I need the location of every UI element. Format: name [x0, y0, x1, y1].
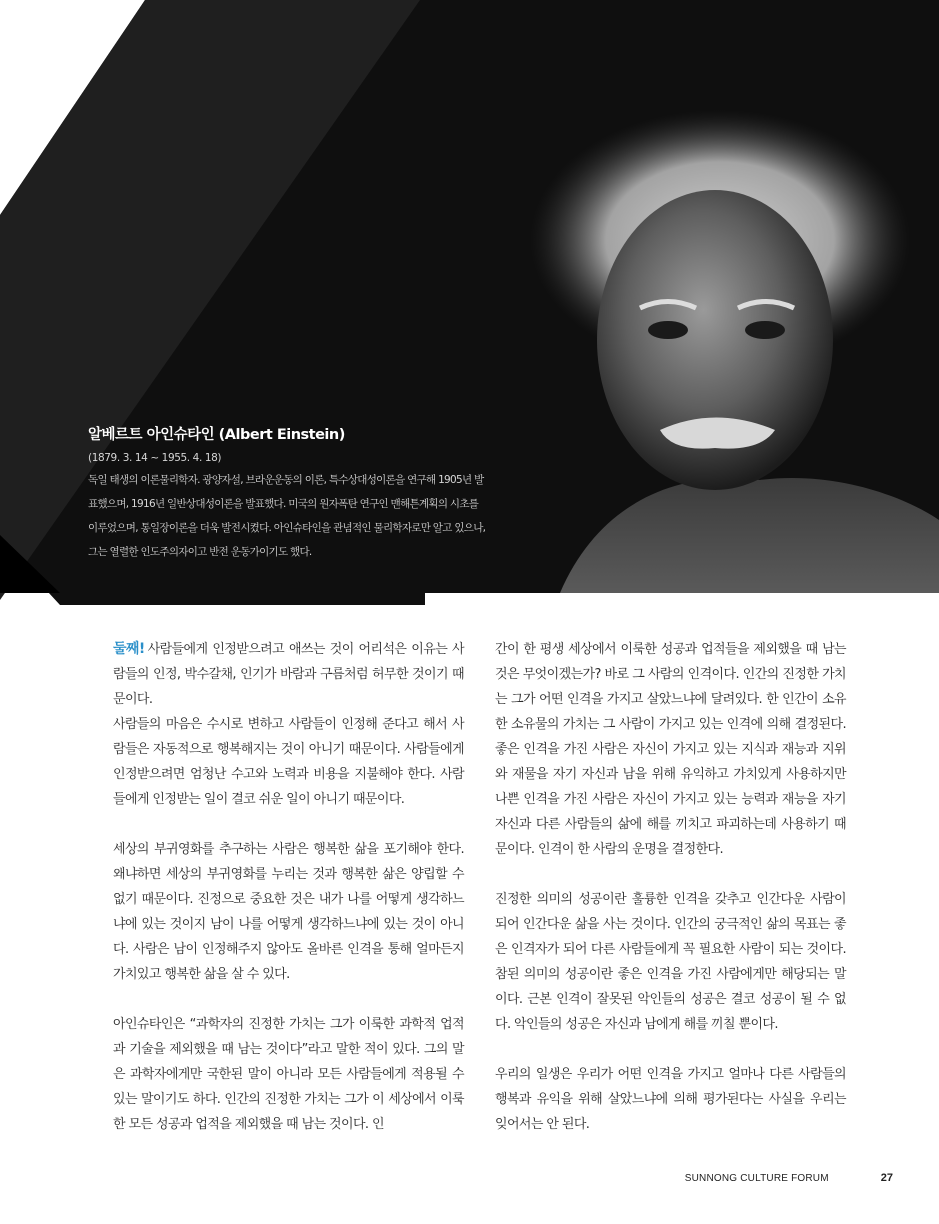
paragraph: 진정한 의미의 성공이란 훌륭한 인격을 갖추고 인간다운 사람이 되어 인간다운 삶을 사는 것이다. 인간의 궁극적인 삶의 목표는 좋은 인격자가 되어 다른 사람들에게 꼭 필요한 사람이 되는 것이다. 참된 의미의 성공이란 좋은 인격을 가진 사람에게만 해당되는 말이다. 근본 인격이 잘못된 악인들의 성공은 결코 성공이 될 수 없다. 악인들의 성공은 자신과 남에게 해를 끼칠 뿐이다.: [495, 892, 846, 1032]
lead-marker: 둘째!: [113, 641, 145, 657]
photo-caption: [88, 423, 488, 564]
paragraph: 둘째! 사람들에게 인정받으려고 애쓰는 것이 어리석은 이유는 사람들의 인정, 박수갈채, 인기가 바람과 구름처럼 허무한 것이기 때문이다.: [113, 641, 464, 707]
paragraph: 간이 한 평생 세상에서 이룩한 성공과 업적들을 제외했을 때 남는 것은 무엇이겠는가? 바로 그 사람의 인격이다. 인간의 진정한 가치는 그가 어떤 인격을 가지고 살았느냐에 달려있다. 한 인간이 소유한 소유물의 가치는 그 사람이 가지고 있는 인격에 의해 결정된다. 좋은 인격을 가진 사람은 자신이 가지고 있는 지식과 재능과 지위와 재물을 자기 자신과 남을 위해 유익하고 가치있게 사용하지만 나쁜 인격을 가진 사람은 자신이 가지고 있는 능력과 재능을 자기 자신과 다른 사람들의 삶에 해를 끼치고 파괴하는데 사용하기 때문이다. 인격이 한 사람의 운명을 결정한다.: [495, 642, 846, 857]
eye-right: [745, 321, 785, 339]
publication-name: SUNNONG CULTURE FORUM: [684, 1172, 829, 1184]
eye-left: [648, 321, 688, 339]
paragraph: 우리의 일생은 우리가 어떤 인격을 가지고 얼마나 다른 사람들의 행복과 유익을 위해 살았느냐에 의해 평가된다는 사실을 우리는 잊어서는 안 된다.: [495, 1067, 846, 1132]
page-number: 27: [880, 1172, 893, 1184]
caption-name: 알베르트 아인슈타인 (Albert Einstein): [88, 427, 345, 443]
paragraph: 아인슈타인은 “과학자의 진정한 가치는 그가 이룩한 과학적 업적과 기술을 제외했을 때 남는 것이다”라고 말한 적이 있다. 그의 말은 과학자에게만 국한된 말이 아니라 모든 사람들에게 적용될 수 있는 말이기도 하다. 인간의 진정한 가치는 그가 이 세상에서 이룩한 모든 성공과 업적을 제외했을 때 남는 것이다. 인: [113, 1017, 464, 1132]
paragraph: 사람들의 마음은 수시로 변하고 사람들이 인정해 준다고 해서 사람들은 자동적으로 행복해지는 것이 아니기 때문이다. 사람들에게 인정받으려면 엄청난 수고와 노력과 비용을 지불해야 한다. 사람들에게 인정받는 일이 결코 쉬운 일이 아니기 때문이다.: [113, 717, 464, 807]
article-column-left: [113, 637, 464, 1137]
article-column-right: [495, 637, 846, 1137]
page-footer: [685, 1172, 893, 1184]
paragraph: 세상의 부귀영화를 추구하는 사람은 행복한 삶을 포기해야 한다. 왜냐하면 세상의 부귀영화를 누리는 것과 행복한 삶은 양립할 수 없기 때문이다. 진정으로 중요한 것은 내가 나를 어떻게 생각하느냐에 있는 것이지 남이 나를 어떻게 생각하느냐에 있는 것이 아니다. 사람은 남이 인정해주지 않아도 올바른 인격을 통해 얼마든지 가치있고 행복한 삶을 살 수 있다.: [113, 842, 464, 982]
caption-dates: (1879. 3. 14 ~ 1955. 4. 18): [88, 452, 222, 464]
caption-bio: 독일 태생의 이론물리학자. 광양자설, 브라운운동의 이론, 특수상대성이론을 연구해 1905년 발표했으며, 1916년 일반상대성이론을 발표했다. 미국의 원자폭탄 연구인 맨해튼계획의 시초를 이루었으며, 통일장이론을 더욱 발전시켰다. 아인슈타인을 관념적인 물리학자로만 알고 있으나, 그는 열렬한 인도주의자이고 반전 운동가이기도 했다.: [88, 474, 486, 558]
